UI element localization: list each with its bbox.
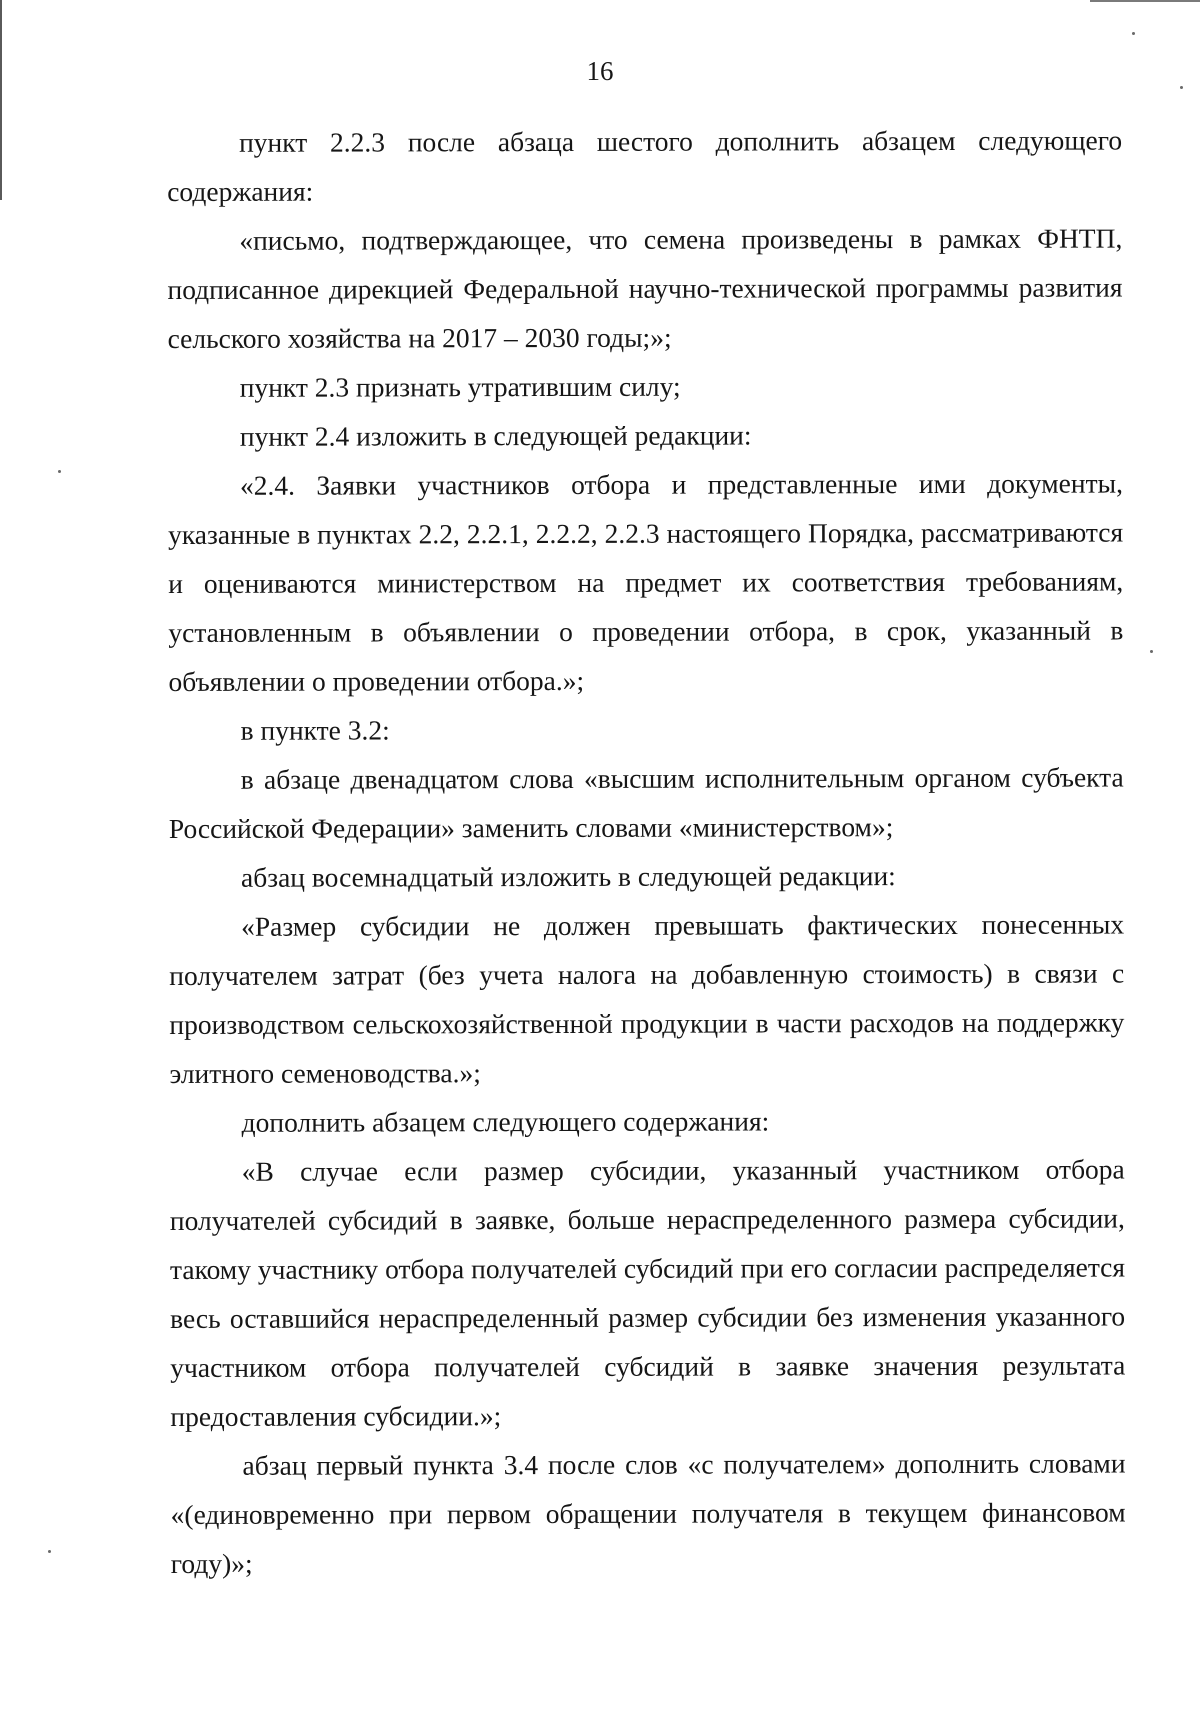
paragraph: дополнить абзацем следующего содержания:	[241, 1105, 770, 1138]
scan-speck	[58, 470, 61, 473]
paragraph: абзац первый пункта 3.4 после слов «с получателем» дополнить словами «(единовременно при первом обращении получателя в текущем финансовом году)»;	[170, 1447, 1126, 1579]
scan-speck	[1150, 650, 1153, 653]
paragraph: пункт 2.4 изложить в следующей редакции:	[239, 419, 752, 452]
paragraph: «2.4. Заявки участников отбора и представленные ими документы, указанные в пунктах 2.2, 2.2.1, 2.2.2, 2.2.3 настоящего Порядка, рассматриваются и оцениваются министерством на предмет их соответствия требованиям, установленным в объявлении о проведении отбора, в срок, указанный в объявлении о проведении отбора.»;	[168, 467, 1124, 697]
document-body	[167, 115, 1126, 1587]
page-number: 16	[586, 56, 614, 86]
scan-edge-left	[0, 0, 2, 200]
paragraph: пункт 2.2.3 после абзаца шестого дополнить абзацем следующего содержания:	[167, 124, 1123, 207]
scan-edge-top	[1090, 0, 1200, 2]
scan-speck	[48, 1550, 51, 1553]
paragraph: пункт 2.3 признать утратившим силу;	[239, 370, 681, 403]
paragraph: абзац восемнадцатый изложить в следующей редакции:	[240, 860, 896, 893]
scan-speck	[1132, 32, 1135, 35]
paragraph: в абзаце двенадцатом слова «высшим исполнительным органом субъекта Российской Федерации» заменить словами «министерством»;	[168, 761, 1124, 844]
paragraph: в пункте 3.2:	[240, 714, 390, 746]
paragraph: «Размер субсидии не должен превышать фактических понесенных получателем затрат (без учета налога на добавленную стоимость) в связи с производством сельскохозяйственной продукции в части расходов на поддержку элитного семеноводства.»;	[169, 908, 1125, 1089]
paragraph: «письмо, подтверждающее, что семена произведены в рамках ФНТП, подписанное дирекцией Федеральной научно-технической программы развития сельского хозяйства на 2017 – 2030 годы;»;	[167, 222, 1123, 354]
paragraph: «В случае если размер субсидии, указанный участником отбора получателей субсидий в заявке, больше нераспределенного размера субсидии, такому участнику отбора получателей субсидий при его согласии распределяется весь оставшийся нераспределенный размер субсидии без изменения указанного участником отбора получателей субсидий в заявке значения результата предоставления субсидии.»;	[169, 1153, 1126, 1432]
